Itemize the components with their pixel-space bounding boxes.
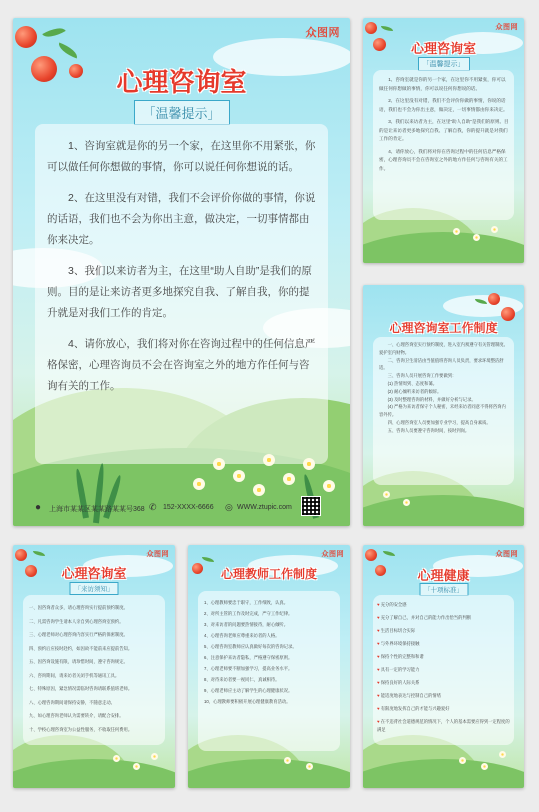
paragraph: 1、咨询室就是你的另一个家，在这里你不用紧张，你可以做任何你想做的事情，你可以说任何你想说的话。 xyxy=(379,77,506,91)
standard-item: ♥ 保持良好的人际关系 xyxy=(377,680,420,685)
rule-line: 二、咨询卫生清洁由当值值班咨询人员负责，要求环境整洁舒适。 xyxy=(379,357,504,371)
rule-line: 三、咨询人员开展咨询工作要做到： xyxy=(387,373,457,379)
paragraph: 3、我们以来访者为主，在这里“助人自助”是我们的原则。目的是让来访者更多地探究自我、了解自我，你的提升就是对我们工作的肯定。 xyxy=(47,265,312,319)
rule-line: 三、心理老师对心理咨询内容实行严格的保密制度。 xyxy=(29,632,128,637)
rule-line: 7、心理老师要不断加强学习，提高业务水平。 xyxy=(204,666,293,671)
brand-logo: 众图网 xyxy=(146,551,169,558)
heart-icon: ♥ xyxy=(377,706,381,711)
poster-thumbnail-1 xyxy=(363,18,524,263)
paragraph: 4、请你放心，我们将对你在咨询过程中的任何信息严格保密，心理咨询员不会在咨询室之外的地方作任何与咨询有关的工作。 xyxy=(47,338,316,392)
rule-line: 七、特殊原因，紧急情况需临时咨询请联系值班老师。 xyxy=(29,686,133,691)
poster-thumbnail-5 xyxy=(363,545,524,788)
poster-thumbnail-2 xyxy=(363,285,524,526)
paragraph: 1、咨询室就是你的另一个家，在这里你不用紧张，你可以做任何你想做的事情，你可以说任何你想说的话。 xyxy=(47,140,316,173)
rule-line: 四、预约后应按时赴约，如因故不能前来应提前告知。 xyxy=(29,645,133,651)
rule-line: 5、心理咨询室教师应认真做好每次的咨询记录。 xyxy=(204,644,297,649)
paragraph: 4、请你放心，我们将对你在咨询过程中的任何信息严格保密，心理咨询员不会在咨询室之外的地方作任何与咨询有关的工作。 xyxy=(379,148,508,171)
standard-item: ♥ 生活目标切合实际 xyxy=(377,628,416,633)
qr-code xyxy=(301,496,321,516)
brand-logo: 众图网 xyxy=(305,27,340,39)
heart-icon: ♥ xyxy=(377,654,381,659)
page-subtitle: 「温馨提示」 xyxy=(133,100,229,125)
brand-logo: 众图网 xyxy=(321,551,344,558)
heart-icon: ♥ xyxy=(377,602,381,607)
footer-phone: 152-XXXX-6666 xyxy=(163,504,214,511)
rule-line: 4、心理咨询老师应尊重来访者的人格。 xyxy=(204,633,280,638)
poster-subtitle: 「温馨提示」 xyxy=(418,57,470,71)
rule-line: (2) 耐心倾听来访者的倾诉。 xyxy=(387,388,442,394)
rule-line: 3、对来访者的问题要热情接待，耐心倾听。 xyxy=(204,622,289,627)
rule-line: (4) 严格为来访者保守个人秘密，未经来访者同意不得将咨询内容外传。 xyxy=(379,404,506,418)
poster-subtitle: 「十项标准」 xyxy=(419,583,468,596)
poster-title: 心理咨询室工作制度 xyxy=(389,321,498,335)
rule-line: 8、对待来访者要一视同仁，真诚相待。 xyxy=(204,677,280,682)
standard-item: ♥ 能适度地表达与控制自己的情绪 xyxy=(377,693,441,698)
rule-line: 八、心理咨询期间请保持安静，不随意走动。 xyxy=(29,699,115,705)
heart-icon: ♥ xyxy=(377,693,381,698)
poster-title: 心理教师工作制度 xyxy=(220,567,317,581)
body-text xyxy=(29,601,161,736)
standard-item: ♥ 充分了解自己，并对自己的能力作出恰当的判断 xyxy=(377,615,471,620)
rule-line: 二、凡需咨询学生请本人亲自到心理咨询室预约。 xyxy=(29,618,124,624)
rule-line: 一、因咨询者众多，请心理咨询实行提前预约制度。 xyxy=(29,605,128,610)
rule-line: 1、心理教师要忠于职守，工作细致，认真。 xyxy=(204,600,289,605)
rule-line: 2、对所主管的工作及时完成，严守工作纪律。 xyxy=(204,611,293,616)
poster-title: 心理健康 xyxy=(417,568,470,583)
heart-icon: ♥ xyxy=(377,615,381,620)
brand-logo: 众图网 xyxy=(495,551,518,558)
rule-line: 十、学校心理咨询室为公益性服务，不收取任何费用。 xyxy=(29,726,133,732)
phone-icon: ✆ xyxy=(149,502,157,512)
globe-icon: ◎ xyxy=(225,502,233,512)
standard-item: ♥ 具有一定的学习能力 xyxy=(377,667,420,672)
rule-line: 五、咨询人员要遵守咨询时间，按时到岗。 xyxy=(387,427,470,433)
heart-icon: ♥ xyxy=(377,680,381,685)
poster-title: 心理咨询室 xyxy=(61,566,127,581)
location-icon: ● xyxy=(35,502,42,513)
standard-item: ♥ 在不违背社会道德规范的情况下，个人的基本需要应得到一定程度的满足 xyxy=(377,719,510,732)
standard-item: ♥ 与外界环境保持接触 xyxy=(377,641,420,646)
rule-line: 四、心理咨询室人员要加强专业学习，提高自身素质。 xyxy=(387,419,491,425)
body-text xyxy=(204,597,336,707)
rule-line: 五、因咨询设施有限，请珍惜时间，遵守咨询规定。 xyxy=(29,659,128,664)
paragraph: 2、在这里没有对错，我们不会评价你做的事情，你说的话语，我们也不会为你出主意，做决定，一切事情都由你来决定。 xyxy=(379,98,508,112)
main-poster xyxy=(13,18,350,526)
poster-subtitle: 「来访须知」 xyxy=(70,582,119,595)
brand-logo: 众图网 xyxy=(495,24,518,31)
poster-title: 心理咨询室 xyxy=(410,41,476,56)
footer-website: WWW.ztupic.com xyxy=(237,504,292,511)
poster-thumbnail-3 xyxy=(13,545,175,788)
heart-icon: ♥ xyxy=(377,667,381,672)
body-text xyxy=(377,601,511,734)
rule-line: 9、心理老师应主动了解学生的心理健康状况。 xyxy=(204,688,293,693)
heart-icon: ♥ xyxy=(377,719,381,724)
poster-thumbnail-4 xyxy=(188,545,350,788)
heart-icon: ♥ xyxy=(377,628,381,633)
body-text xyxy=(47,136,317,397)
rule-line: 10、心理教师要积极开展心理健康教育活动。 xyxy=(204,699,291,704)
paragraph: 2、在这里没有对错，我们不会评价你做的事情，你说的话语，我们也不会为你出主意，做决定，一切事情都由你来决定。 xyxy=(47,192,316,246)
page-title: 心理咨询室 xyxy=(116,67,247,97)
standard-item: ♥ 保持个性的完整和和谐 xyxy=(377,654,424,659)
paragraph: 3、我们以来访者为主，在这里“助人自助”是我们的原则。目的是让来访者更多地探究自我、了解自我，你的提升就是对我们工作的肯定。 xyxy=(379,119,509,141)
heart-icon: ♥ xyxy=(377,641,381,646)
rule-line: 一、心理咨询室实行预约制度，进入室内须遵守有关管理制度。爱护室内财物。 xyxy=(379,342,508,355)
rule-line: (1) 热情周到、态度和蔼。 xyxy=(387,380,438,386)
body-text xyxy=(379,341,509,435)
rule-line: 6、注意保护来访者隐私，严格遵守保密原则。 xyxy=(204,655,293,660)
standard-item: ♥ 充分的安全感 xyxy=(377,602,407,607)
rule-line: (3) 及时整理咨询的材料，并做好分析与记录。 xyxy=(387,396,476,402)
footer-address: 上海市某某区某某路某某号368 xyxy=(49,506,145,513)
rule-line: 六、咨询期间，请来访者关闭手机等通讯工具。 xyxy=(29,672,120,678)
rule-line: 九、如心理咨询老师认为需要转介，请配合安排。 xyxy=(29,713,124,718)
standard-item: ♥ 有限度地发挥自己的才能与兴趣爱好 xyxy=(377,706,450,711)
body-text xyxy=(379,76,509,173)
